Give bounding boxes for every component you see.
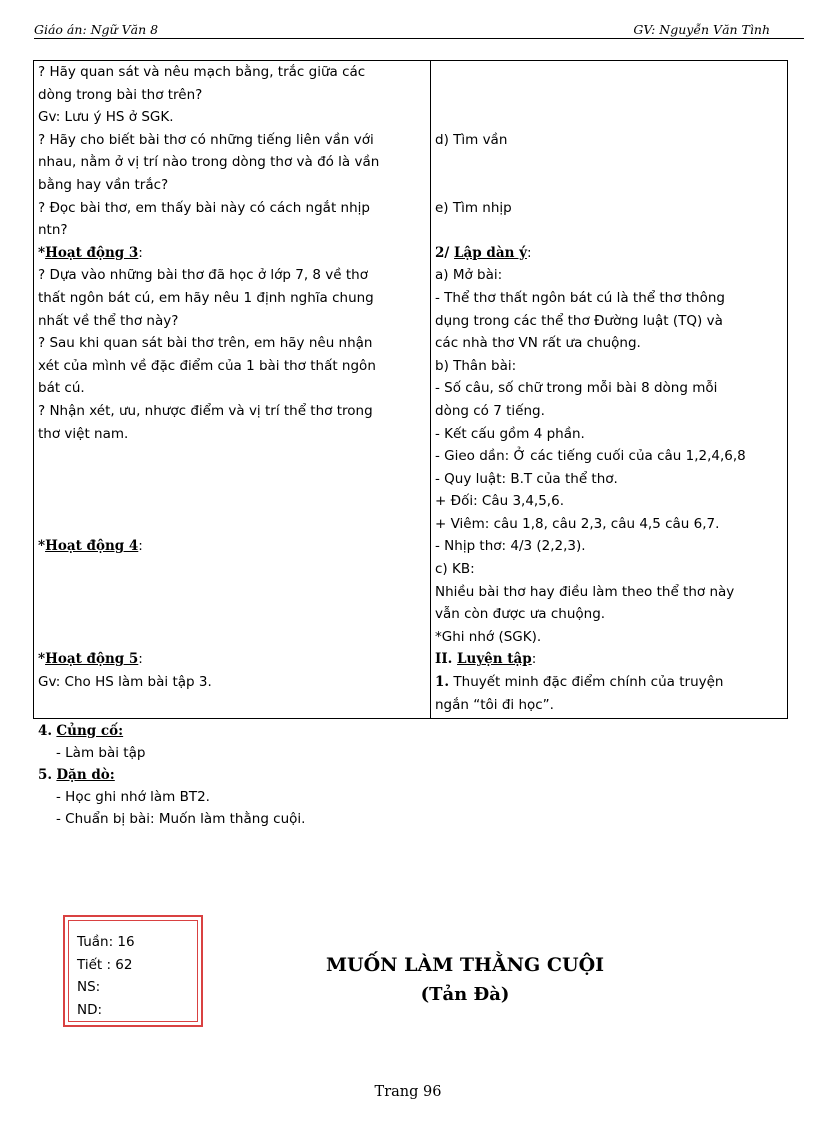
page-header (34, 22, 788, 38)
table-line: ? Hãy quan sát và nêu mạch bằng, trắc giữa các (38, 64, 366, 80)
section-5-item-2: - Chuẩn bị bài: Muốn làm thằng cuội. (56, 811, 306, 827)
section-heading: Hoạt động 3 (45, 244, 139, 261)
table-line: Nhiều bài thơ hay điều làm theo thể thơ này (435, 583, 735, 600)
section-5-title: Dặn dò: (56, 767, 115, 783)
table-line: - Số câu, số chữ trong mỗi bài 8 dòng mỗi (435, 380, 718, 397)
info-nd: ND: (77, 1001, 103, 1018)
table-line: *Hoạt động 3: (38, 244, 143, 261)
table-line: nhau, nằm ở vị trí nào trong dòng thơ và đó là vần (38, 154, 380, 171)
info-week: Tuần: 16 (77, 934, 135, 950)
table-line: xét của mình về đặc điểm của 1 bài thơ thất ngôn (38, 357, 376, 374)
table-line: b) Thân bài: (435, 357, 517, 374)
table-line: Gv: Lưu ý HS ở SGK. (38, 109, 174, 126)
table-line (38, 581, 430, 604)
table-line: *Ghi nhớ (SGK). (435, 628, 542, 645)
table-line (435, 106, 787, 129)
table-line: - Nhịp thơ: 4/3 (2,2,3). (435, 538, 586, 555)
table-line: ngắn “tôi đi học”. (435, 696, 554, 713)
table-line: - Gieo dần: Ở các tiếng cuối của câu 1,2,4,6,8 (435, 448, 746, 465)
info-ns: NS: (77, 979, 101, 995)
header-subject: Giáo án: Ngữ Văn 8 (34, 22, 159, 37)
section-heading: Hoạt động 4 (45, 538, 139, 555)
table-line (38, 558, 430, 581)
table-line (38, 626, 430, 649)
table-line: ? Dựa vào những bài thơ đã học ở lớp 7, 8 về thơ (38, 267, 368, 284)
table-line (435, 61, 787, 84)
lesson-author: (Tản Đà) (420, 984, 510, 1005)
table-line: d) Tìm vần (435, 131, 508, 148)
table-line: bát cú. (38, 380, 85, 397)
table-line (38, 513, 430, 536)
table-line (38, 490, 430, 513)
table-line: - Quy luật: B.T của thể thơ. (435, 470, 618, 487)
section-heading: Luyện tập (457, 651, 532, 668)
table-line: nhất về thể thơ này? (38, 312, 179, 329)
table-line: a) Mở bài: (435, 267, 503, 284)
lesson-table (33, 60, 788, 719)
info-period: Tiết : 62 (77, 956, 133, 973)
table-line: *Hoạt động 5: (38, 651, 143, 668)
table-line: - Thể thơ thất ngôn bát cú là thể thơ thông (435, 289, 725, 306)
table-line: ? Sau khi quan sát bài thơ trên, em hãy nêu nhận (38, 335, 373, 352)
table-line: c) KB: (435, 561, 475, 578)
table-line: dòng có 7 tiếng. (435, 402, 545, 419)
page-number: Trang 96 (374, 1084, 442, 1100)
table-line (435, 151, 787, 174)
table-line (435, 174, 787, 197)
section-5-heading: 5. Dặn dò: (38, 767, 115, 783)
table-line (38, 603, 430, 626)
table-line: bằng hay vần trắc? (38, 176, 169, 193)
table-line: dụng trong các thể thơ Đường luật (TQ) và (435, 312, 723, 329)
header-teacher: GV: Nguyễn Văn Tình (633, 22, 770, 37)
section-heading: Hoạt động 5 (45, 651, 139, 668)
table-line: ? Đọc bài thơ, em thấy bài này có cách ngắt nhịp (38, 199, 370, 216)
section-5-item-1: - Học ghi nhớ làm BT2. (56, 789, 210, 805)
table-line (38, 445, 430, 468)
lesson-info-box (63, 915, 203, 1027)
table-line: + Viêm: câu 1,8, câu 2,3, câu 4,5 câu 6,7. (435, 515, 720, 532)
header-rule (34, 38, 804, 39)
table-line (38, 468, 430, 491)
content-column (431, 61, 788, 719)
table-line: e) Tìm nhịp (435, 199, 512, 216)
lesson-title: MUỐN LÀM THẰNG CUỘI (325, 954, 605, 976)
section-4-heading: 4. Củng cố: (38, 723, 124, 739)
table-line: ntn? (38, 222, 68, 239)
table-line (435, 84, 787, 107)
table-line: ? Nhận xét, ưu, nhược điểm và vị trí thể thơ trong (38, 402, 373, 419)
table-line: 2/ Lập dàn ý: (435, 244, 532, 261)
teacher-activities-column (34, 61, 431, 719)
closing-sections (38, 720, 305, 830)
section-4-title: Củng cố: (56, 723, 124, 739)
table-line: + Đối: Câu 3,4,5,6. (435, 493, 564, 510)
table-line: II. Luyện tập: (435, 651, 537, 668)
table-line: dòng trong bài thơ trên? (38, 86, 203, 103)
table-line: các nhà thơ VN rất ưa chuộng. (435, 335, 641, 352)
table-line: thơ việt nam. (38, 425, 129, 442)
table-line: vẫn còn được ưa chuộng. (435, 606, 606, 623)
table-line: thất ngôn bát cú, em hãy nêu 1 định nghĩa chung (38, 289, 374, 306)
table-line: 1. Thuyết minh đặc điểm chính của truyện (435, 674, 724, 691)
table-line: Gv: Cho HS làm bài tập 3. (38, 674, 212, 691)
table-line (435, 219, 787, 242)
table-line: ? Hãy cho biết bài thơ có những tiếng liên vần với (38, 131, 374, 148)
table-line: - Kết cấu gồm 4 phần. (435, 425, 585, 442)
table-line: *Hoạt động 4: (38, 538, 143, 555)
section-4-item: - Làm bài tập (56, 745, 146, 761)
section-heading: Lập dàn ý (454, 244, 527, 261)
